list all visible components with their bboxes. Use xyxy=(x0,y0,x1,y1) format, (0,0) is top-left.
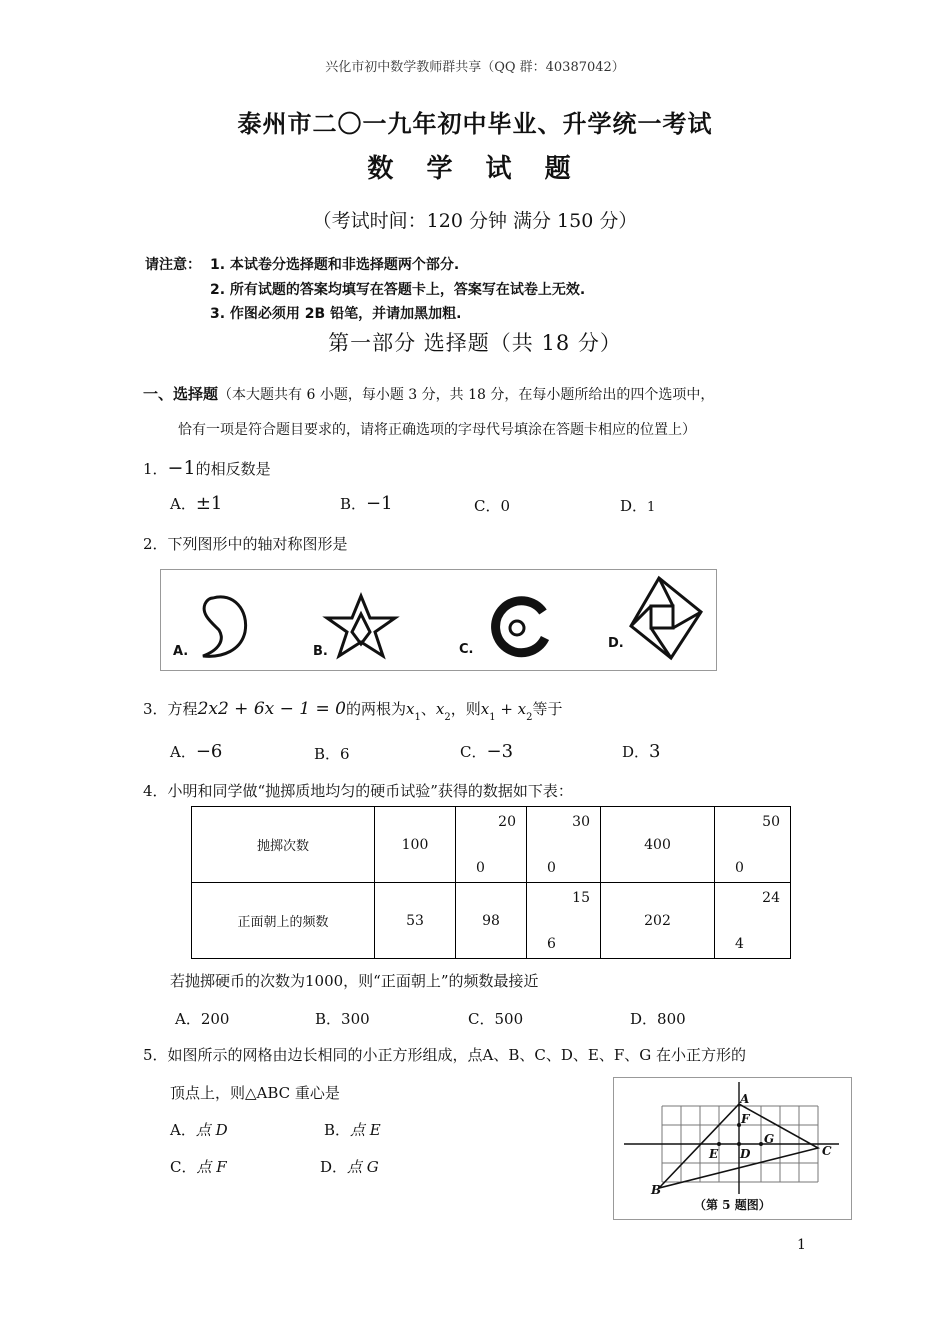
q3-post: 等于 xyxy=(532,700,563,718)
svg-text:B: B xyxy=(651,1183,662,1197)
table-cell: 53 xyxy=(375,883,456,959)
q4-text: 小明和同学做“抛掷质地均匀的硬币试验”获得的数据如下表： xyxy=(167,782,573,800)
then-text: ，则 xyxy=(450,700,481,718)
cell-top: 20 xyxy=(498,813,516,830)
option-label: A． xyxy=(170,743,196,761)
question-1 xyxy=(143,457,271,479)
q5-option-c xyxy=(170,1156,227,1177)
cell-bottom: 4 xyxy=(735,935,744,952)
table-cell: 202 xyxy=(601,883,715,959)
question-number: 2． xyxy=(143,535,168,553)
option-value: −6 xyxy=(195,741,223,762)
option-value: 点 D xyxy=(195,1121,228,1139)
option-label: A． xyxy=(170,1121,196,1139)
svg-text:D: D xyxy=(740,1147,751,1161)
sum-x2: x xyxy=(517,700,527,718)
q4-option-c xyxy=(468,1008,523,1029)
option-value: ±1 xyxy=(195,493,223,514)
option-value: −3 xyxy=(486,741,514,762)
table-cell xyxy=(715,883,791,959)
square-shape xyxy=(631,578,701,658)
table-cell xyxy=(715,807,791,883)
page-header: 兴化市初中数学教师群共享（QQ 群：40387042） xyxy=(325,60,625,75)
option-label: D． xyxy=(622,743,650,761)
part-title: 第一部分 选择题（共 18 分） xyxy=(328,331,622,355)
svg-text:C: C xyxy=(822,1144,832,1158)
q3-equation: 2x2 + 6x − 1 = 0 xyxy=(197,699,346,719)
option-label: D． xyxy=(630,1010,658,1028)
section-label: 一、选择题 xyxy=(143,385,219,403)
exam-time: （考试时间：120 分钟 满分 150 分） xyxy=(312,210,638,232)
plus-sign: + xyxy=(495,700,518,718)
option-label: D． xyxy=(620,497,648,515)
root-x2: x xyxy=(435,700,445,718)
exam-title: 泰州市二〇一九年初中毕业、升学统一考试 xyxy=(237,109,713,138)
q4-option-a xyxy=(175,1008,229,1029)
grid-points xyxy=(717,1123,763,1146)
option-label: A． xyxy=(175,1010,201,1028)
star-shape xyxy=(327,596,395,656)
q3-option-d xyxy=(622,741,660,762)
option-label: C． xyxy=(474,497,501,515)
q4-followup: 若抛掷硬币的次数为1000，则“正面朝上”的频数最接近 xyxy=(170,972,539,990)
option-value: 800 xyxy=(657,1010,686,1028)
notice-item-1: 1. 本试卷分选择题和非选择题两个部分. xyxy=(210,257,460,273)
q1-option-c xyxy=(474,495,510,516)
table-cell xyxy=(456,807,527,883)
figure-label-d: D. xyxy=(608,636,624,651)
q3-mid: 的两根为 xyxy=(345,700,406,718)
subscript-1b: 1 xyxy=(489,712,496,723)
q3-option-b xyxy=(314,743,350,764)
option-label: C． xyxy=(170,1158,197,1176)
q5-line-2: 顶点上，则△ABC 重心是 xyxy=(170,1084,340,1102)
q1-text: 的相反数是 xyxy=(195,460,271,478)
option-value: 点 E xyxy=(350,1121,381,1139)
option-label: B． xyxy=(324,1121,351,1139)
figure-label-a: A. xyxy=(173,644,189,659)
question-3 xyxy=(143,698,563,723)
option-value: 500 xyxy=(494,1010,524,1028)
option-label: B． xyxy=(314,745,341,763)
svg-text:A: A xyxy=(740,1092,750,1106)
q5-option-a xyxy=(170,1119,228,1140)
option-value: 6 xyxy=(340,745,350,763)
q1-option-b xyxy=(340,493,393,514)
q4-option-b xyxy=(315,1008,370,1029)
option-label: B． xyxy=(315,1010,342,1028)
cell-top: 15 xyxy=(572,889,590,906)
page-number: 1 xyxy=(797,1237,806,1253)
subscript-2: 2 xyxy=(444,712,451,723)
table-cell: 100 xyxy=(375,807,456,883)
ring-shape xyxy=(496,601,545,653)
notice-label: 请注意： xyxy=(145,257,201,273)
notice-item-3: 3. 作图必须用 2B 铅笔，并请加黑加粗. xyxy=(210,306,462,322)
q5-grid-figure xyxy=(613,1077,852,1220)
q5-line-1: 如图所示的网格由边长相同的小正方形组成，点A、B、C、D、E、F、G 在小正方形的 xyxy=(167,1046,747,1064)
notice-item-2: 2. 所有试题的答案均填写在答题卡上，答案写在试卷上无效. xyxy=(210,282,586,298)
section-desc-2: 恰有一项是符合题目要求的，请将正确选项的字母代号填涂在答题卡相应的位置上） xyxy=(178,422,696,438)
sum-x1: x xyxy=(480,700,490,718)
cell-top: 30 xyxy=(572,813,590,830)
question-5 xyxy=(143,1044,746,1065)
question-number: 5． xyxy=(143,1046,168,1064)
question-number: 1． xyxy=(143,460,168,478)
frequency-table xyxy=(191,806,791,959)
q3-pre: 方程 xyxy=(167,700,198,718)
subscript-2b: 2 xyxy=(526,712,533,723)
paisley-shape xyxy=(203,597,246,656)
option-value: 点 F xyxy=(196,1158,227,1176)
table-header-cell: 抛掷次数 xyxy=(192,807,375,883)
option-label: C． xyxy=(460,743,487,761)
table-cell: 98 xyxy=(456,883,527,959)
svg-text:E: E xyxy=(709,1147,719,1161)
separator: 、 xyxy=(420,700,436,718)
figure-caption: （第 5 题图） xyxy=(694,1198,771,1212)
root-x1: x xyxy=(406,700,415,718)
exam-subtitle: 数 学 试 题 xyxy=(367,154,583,184)
cell-top: 24 xyxy=(762,889,780,906)
axis-lines xyxy=(624,1082,839,1194)
option-value: 300 xyxy=(341,1010,370,1028)
table-cell xyxy=(527,883,601,959)
table-row xyxy=(192,807,791,883)
cell-bottom: 6 xyxy=(547,935,556,952)
figure-label-b: B. xyxy=(313,644,328,659)
section-desc-1: （本大题共有 6 小题，每小题 3 分，共 18 分，在每小题所给出的四个选项中， xyxy=(218,387,715,403)
option-label: B． xyxy=(340,495,367,513)
q3-option-c xyxy=(460,741,513,762)
q1-option-a xyxy=(170,493,222,514)
table-cell xyxy=(527,807,601,883)
question-number: 4． xyxy=(143,782,168,800)
table-cell: 400 xyxy=(601,807,715,883)
q5-option-b xyxy=(324,1119,381,1140)
option-label: D． xyxy=(320,1158,348,1176)
q5-option-d xyxy=(320,1156,379,1177)
option-value: 1 xyxy=(647,500,656,515)
figure-label-c: C. xyxy=(459,642,474,657)
option-value: −1 xyxy=(366,493,393,514)
option-value: 3 xyxy=(649,741,661,762)
subscript-1: 1 xyxy=(414,712,421,723)
option-value: 点 G xyxy=(347,1158,379,1176)
svg-text:G: G xyxy=(764,1132,775,1146)
cell-bottom: 0 xyxy=(547,859,556,876)
option-label: A． xyxy=(170,495,196,513)
q1-expression: −1 xyxy=(167,457,196,479)
option-label: C． xyxy=(468,1010,495,1028)
table-row xyxy=(192,883,791,959)
option-value: 0 xyxy=(500,497,511,515)
q4-option-d xyxy=(630,1008,686,1029)
question-2 xyxy=(143,533,348,554)
cell-bottom: 0 xyxy=(476,859,485,876)
cell-top: 50 xyxy=(762,813,780,830)
question-number: 3． xyxy=(143,700,168,718)
q3-option-a xyxy=(170,741,222,762)
cell-bottom: 0 xyxy=(735,859,744,876)
svg-text:F: F xyxy=(741,1112,750,1126)
option-value: 200 xyxy=(200,1010,230,1028)
q2-figures xyxy=(160,569,717,671)
q1-option-d xyxy=(620,495,655,516)
table-header-cell: 正面朝上的频数 xyxy=(192,883,375,959)
q2-text: 下列图形中的轴对称图形是 xyxy=(167,535,348,553)
question-4 xyxy=(143,780,573,801)
